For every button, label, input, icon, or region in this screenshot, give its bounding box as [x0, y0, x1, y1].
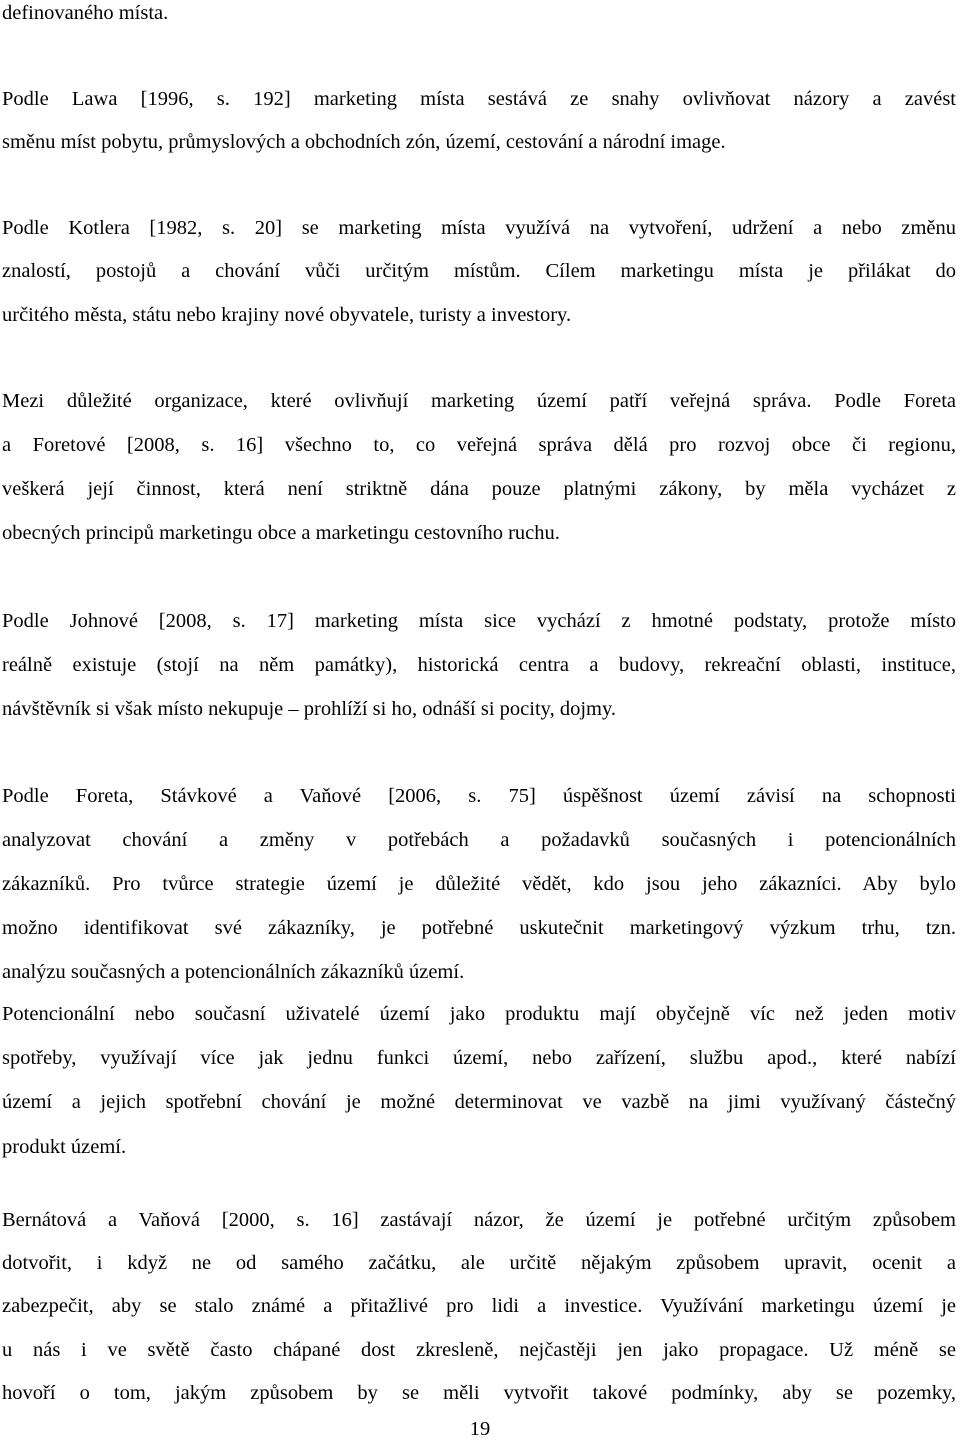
text-line: definovaného místa.: [2, 2, 169, 24]
text-line: území a jejich spotřební chování je možné determinovat ve vazbě na jimi využívaný částečný: [2, 1091, 956, 1113]
text-line: zabezpečit, aby se stalo známé a přitažlivé pro lidi a investice. Využívání marketingu území je: [2, 1295, 956, 1317]
text-line: Podle Foreta, Stávkové a Vaňové [2006, s. 75] úspěšnost území závisí na schopnosti: [2, 785, 956, 807]
text-line: Podle Lawa [1996, s. 192] marketing místa sestává ze snahy ovlivňovat názory a zavést: [2, 88, 956, 110]
text-line: Podle Kotlera [1982, s. 20] se marketing místa využívá na vytvoření, udržení a nebo změnu: [2, 217, 956, 239]
text-line: směnu míst pobytu, průmyslových a obchodních zón, území, cestování a národní image.: [2, 131, 726, 153]
text-line: analyzovat chování a změny v potřebách a požadavků současných i potencionálních: [2, 829, 956, 851]
text-line: analýzu současných a potencionálních zákazníků území.: [2, 961, 465, 983]
text-line: návštěvník si však místo nekupuje – prohlíží si ho, odnáší si pocity, dojmy.: [2, 698, 616, 720]
text-line: možno identifikovat své zákazníky, je potřebné uskutečnit marketingový výzkum trhu, tzn.: [2, 917, 956, 939]
page-number: 19: [469, 1418, 491, 1440]
text-line: produkt území.: [2, 1136, 127, 1158]
text-line: obecných principů marketingu obce a marketingu cestovního ruchu.: [2, 522, 560, 544]
text-line: reálně existuje (stojí na něm památky), historická centra a budovy, rekreační oblasti, instituce,: [2, 654, 956, 676]
text-line: Bernátová a Vaňová [2000, s. 16] zastávají názor, že území je potřebné určitým způsobem: [2, 1209, 956, 1231]
text-line: veškerá její činnost, která není striktně dána pouze platnými zákony, by měla vycházet z: [2, 478, 956, 500]
text-line: dotvořit, i když ne od samého začátku, ale určitě nějakým způsobem upravit, ocenit a: [2, 1252, 956, 1274]
text-line: Podle Johnové [2008, s. 17] marketing místa sice vychází z hmotné podstaty, protože místo: [2, 610, 956, 632]
text-line: hovoří o tom, jakým způsobem by se měli vytvořit takové podmínky, aby se pozemky,: [2, 1382, 956, 1404]
text-line: zákazníků. Pro tvůrce strategie území je důležité vědět, kdo jsou jeho zákazníci. Aby bylo: [2, 873, 956, 895]
text-line: Mezi důležité organizace, které ovlivňují marketing území patří veřejná správa. Podle Foreta: [2, 390, 956, 412]
text-line: a Foretové [2008, s. 16] všechno to, co veřejná správa dělá pro rozvoj obce či regionu,: [2, 434, 956, 456]
text-line: spotřeby, využívají více jak jednu funkci území, nebo zařízení, službu apod., které nabízí: [2, 1047, 956, 1069]
text-line: Potencionální nebo současní uživatelé území jako produktu mají obyčejně víc než jeden motiv: [2, 1003, 956, 1025]
text-line: určitého města, státu nebo krajiny nové obyvatele, turisty a investory.: [2, 304, 572, 326]
text-line: znalostí, postojů a chování vůči určitým místům. Cílem marketingu místa je přilákat do: [2, 260, 956, 282]
text-line: u nás i ve světě často chápané dost zkresleně, nejčastěji jen jako propagace. Už méně se: [2, 1339, 956, 1361]
